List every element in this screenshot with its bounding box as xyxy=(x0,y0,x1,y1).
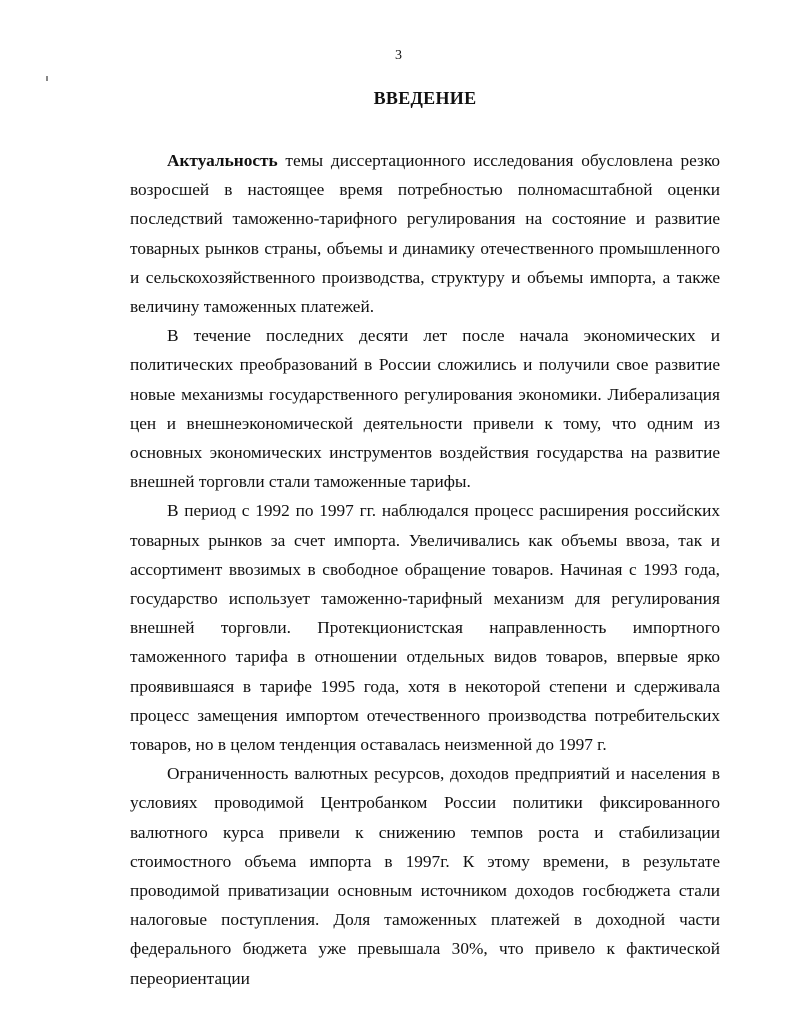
paragraph-4 xyxy=(130,759,720,993)
section-heading: ВВЕДЕНИЕ xyxy=(373,88,477,108)
margin-mark xyxy=(46,76,48,81)
paragraph-3 xyxy=(130,496,720,759)
paragraph-3-text: В период с 1992 по 1997 гг. наблюдался процесс расширения российских товарных рынков за счет импорта. Увеличивались как объемы ввоза, так и ассортимент ввозимых в свободное обращение товаров. Начиная с 1993 года, государство использует таможенно-тарифный механизм для регулирования внешней торговли. Протекционистская направленность импортного таможенного тарифа в отношении отдельных видов товаров, впервые ярко проявившаяся в тарифе 1995 года, хотя в некоторой степени и сдерживала процесс замещения импортом отечественного производства потребительских товаров, но в целом тенденция оставалась неизменной до 1997 г. xyxy=(130,501,720,755)
body-text xyxy=(130,146,720,993)
paragraph-4-text: Ограниченность валютных ресурсов, доходов предприятий и населения в условиях проводимой Центробанком России политики фиксированного валютного курса привели к снижению темпов роста и стабилизации стоимостного объема импорта в 1997г. К этому времени, в результате проводимой приватизации основным источником доходов госбюджета стали налоговые поступления. Доля таможенных платежей в доходной части федерального бюджета уже превышала 30%, что привело к фактической переориентации xyxy=(130,764,720,988)
paragraph-2-text: В течение последних десяти лет после начала экономических и политических преобразований в России сложились и получили свое развитие новые механизмы государственного регулирования экономики. Либерализация цен и внешнеэкономической деятельности привели к тому, что одним из основных экономических инструментов воздействия государства на развитие внешней торговли стали таможенные тарифы. xyxy=(130,326,720,492)
page-number: 3 xyxy=(395,48,402,63)
paragraph-1-lead: Актуальность xyxy=(167,151,278,170)
paragraph-1 xyxy=(130,146,720,321)
paragraph-2 xyxy=(130,321,720,496)
paragraph-1-text: темы диссертационного исследования обусловлена резко возросшей в настоящее время потребностью полномасштабной оценки последствий таможенно-тарифного регулирования на состояние и развитие товарных рынков страны, объемы и динамику отечественного промышленного и сельскохозяйственного производства, структуру и объемы импорта, а также величину таможенных платежей. xyxy=(130,151,720,317)
